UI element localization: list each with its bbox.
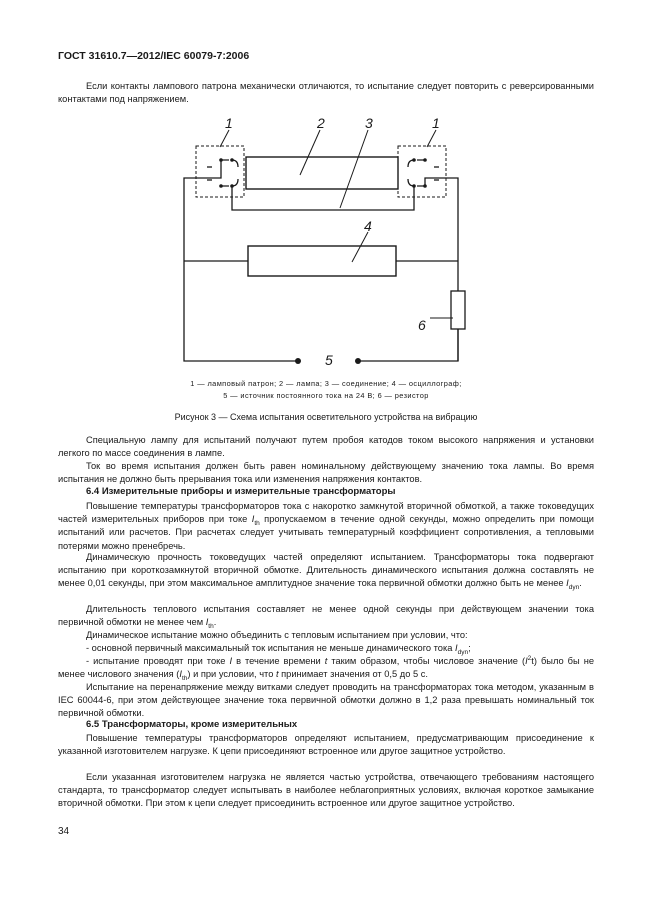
section-6-4-list-item-1: - основной первичный максимальный ток испытания не меньше динамического тока $I_{dyn}$; [86,643,471,656]
resistor [451,291,465,329]
lamp-holder-right [398,146,446,197]
page-number: 34 [58,826,70,837]
figure-caption-line2: 5 — источник постоянного тока на 24 В; 6 — резистор [223,391,429,400]
section-6-4-paragraph-1: Повышение температуры трансформаторов тока с накоротко замкнутой вторичной обмоткой, а также токоведущих частей измерительных приборов при токе $I_{th}$ пропускаемом в течение одной секунды, можно определить при помощи испытаний или расчетов. При расчетах следует учитывать температурный коэффициент сопротивления, а тепловыми потерями можно пренебречь. [58,501,594,551]
section-6-4-title: 6.4 Измерительные приборы и измерительные трансформаторы [86,486,396,497]
label-5: 5 [325,352,333,368]
label-6: 6 [418,317,426,333]
section-6-4-paragraph-5: Испытание на перенапряжение между витками следует проводить на трансформаторах тока методом, указанным в IEC 60044-6, при этом действующее значение тока первичной обмотки должно в 1,2 раза превышать номинальный ток первичной обмотки. [58,682,594,719]
circuit-diagram [0,0,646,380]
document-header: ГОСТ 31610.7—2012/IEC 60079-7:2006 [58,50,250,62]
label-1-right: 1 [432,115,440,131]
figure-caption-line1: 1 — ламповый патрон; 2 — лампа; 3 — соединение; 4 — осциллограф; [190,379,462,388]
paragraph-current: Ток во время испытания должен быть равен номинальному действующему значению тока лампы. Во время испытания не должно быть прерывания тока или изменения напряжения контактов. [58,461,594,485]
section-6-5-title: 6.5 Трансформаторы, кроме измерительных [86,719,298,730]
section-6-5-paragraph-2: Если указанная изготовителем нагрузка не является частью устройства, отвечающего требованиям настоящего стандарта, то трансформатор следует испытывать в наиболее неблагоприятных условиях, включая короткое замыкание вторичной обмотки. При этом к цепи следует присоединить встроенное или другое защитное устройство. [58,772,594,809]
label-4: 4 [364,218,372,234]
lamp-holder-left [196,146,244,197]
lamp [246,157,398,189]
section-6-4-paragraph-2: Динамическую прочность токоведущих частей определяют испытанием. Трансформаторы тока подвергают испытанию при короткозамкнутой вторичной обмотке. Длительность динамического испытания должна составлять не менее 0,01 секунды, при этом максимальное амплитудное значение тока первичной обмотки должно быть не менее $I_{dyn}$. [58,552,594,592]
section-6-4-paragraph-4: Динамическое испытание можно объединить с тепловым испытанием при условии, что: [86,630,468,640]
intro-paragraph: Если контакты лампового патрона механически отличаются, то испытание следует повторить с реверсированными контактами под напряжением. [58,81,594,105]
label-1-left: 1 [225,115,233,131]
oscilloscope [248,246,396,276]
paragraph-lamp: Специальную лампу для испытаний получают путем пробоя катодов током высокого напряжения и установки легкого по массе соединения в лампе. [58,435,594,459]
label-2: 2 [317,115,325,131]
figure-title: Рисунок 3 — Схема испытания осветительного устройства на вибрацию [174,412,478,422]
label-3: 3 [365,115,373,131]
section-6-4-list-item-2: - испытание проводят при токе I в течение времени t таким образом, чтобы числовое значение $(I^2t)$ было бы не менее числового значения $(I_{th})$ и при условии, что t принимает значения от 0,5 до 5 с. [58,654,594,683]
section-6-5-paragraph-1: Повышение температуры трансформаторов определяют испытанием, предусматривающим присоединение к указанной изготовителем нагрузке. К цепи присоединяют встроенное или другое защитное устройство. [58,733,594,757]
section-6-4-paragraph-3: Длительность теплового испытания составляет не менее одной секунды при действующем значении тока первичной обмотки не менее чем $I_{th}$. [58,604,594,631]
